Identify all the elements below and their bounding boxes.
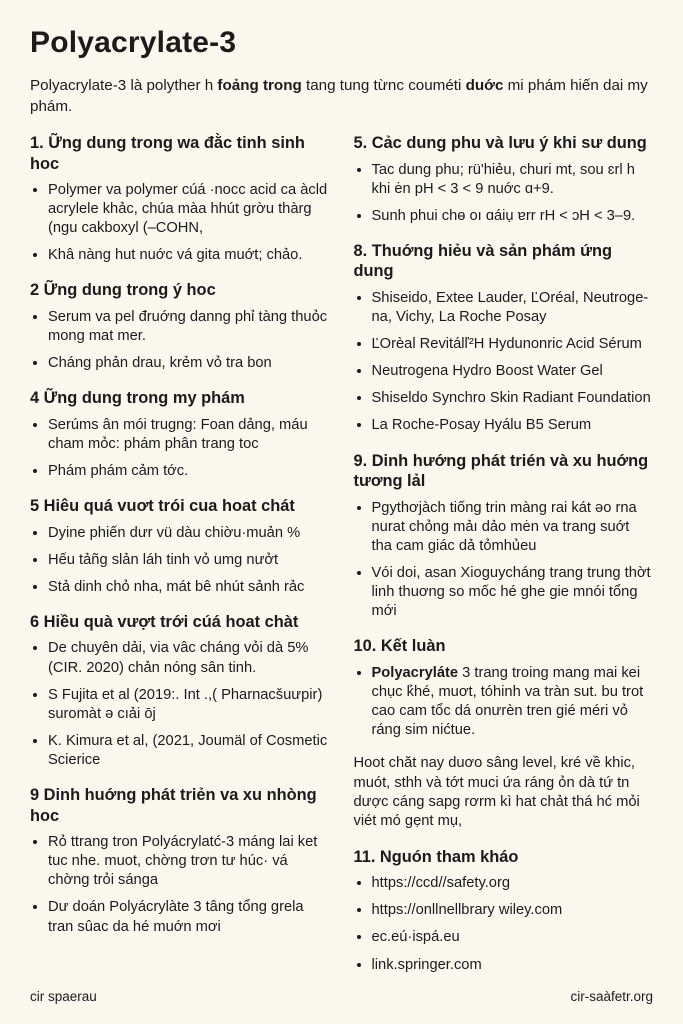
bullet-item: • Serum va pel đruớng danng phỉ tàng thuỏc mong mat mer. bbox=[48, 308, 330, 346]
section-heading: 1. Ững dung trong wa đằc tinh sinh hoc bbox=[30, 134, 305, 173]
bullet-item: • De chuyên dải, via vâc cháng vỏi dà 5% (CIR. 2020) chản nóng sân tinh. bbox=[48, 639, 330, 677]
section-uses-biology bbox=[30, 133, 330, 265]
reference-url: • ec.eú·ispá.eu bbox=[372, 928, 654, 947]
intro-text: mi phám hiến dai my phám. bbox=[30, 77, 648, 115]
section-development-right bbox=[354, 451, 654, 622]
section-heading: 2 Ững dung trong ý hoc bbox=[30, 281, 216, 300]
section-development-left bbox=[30, 785, 330, 937]
right-column bbox=[354, 131, 654, 983]
bullet-item: • Dyine phiến dưr vü dàu chiờu·muản % bbox=[48, 524, 330, 543]
bullet-list bbox=[354, 874, 654, 974]
intro-bold-text: duớc bbox=[465, 77, 504, 94]
section-heading: 5. Cảc dung phu và lưu ý khi sư dung bbox=[353, 134, 647, 153]
section-effectiveness-1 bbox=[30, 496, 330, 597]
two-column-layout bbox=[30, 131, 653, 983]
section-uses-medicine bbox=[30, 280, 330, 373]
bullet-list bbox=[354, 499, 654, 622]
section-heading: 10. Kết luàn bbox=[353, 637, 446, 656]
section-effectiveness-2 bbox=[30, 612, 330, 770]
bullet-list bbox=[30, 833, 330, 937]
section-brands-products bbox=[354, 241, 654, 436]
bullet-list bbox=[354, 664, 654, 740]
section-uses-cosmetics bbox=[30, 388, 330, 481]
bullet-item: • Shiseido, Extee Lauder, ĽOréal, Neutroge-na, Vichy, La Roche Posay bbox=[372, 289, 654, 327]
section-side-effects bbox=[354, 133, 654, 226]
section-heading: 11. Nguón tham kháo bbox=[353, 847, 519, 866]
section-heading: 9. Dinh hướng phát trién và xu huớng tương lảl bbox=[353, 451, 649, 491]
bullet-item: • Khâ nàng hut nuớc vá gita muớt; chảo. bbox=[48, 246, 330, 265]
bullet-item: • Vói doi, asan Xioguycháng trang trung thờt linh thuơng so mốc hé ghe gie mnói tổng mới bbox=[372, 564, 654, 621]
bullet-text: 3 trang troing mang mai kei chục k̉hé, muơt, tóhinh va tràn sut. bu trot cao cam tổc dá onưrèn tren gié méri vỏ ráng sim nićtue. bbox=[371, 664, 644, 738]
bullet-list bbox=[30, 181, 330, 265]
section-conclusion bbox=[354, 636, 654, 740]
bullet-item: • ĽOrèal Revitálľ²H Hydunonric Acid Sérum bbox=[372, 335, 654, 354]
bullet-item: • Neutrogena Hydro Boost Water Gel bbox=[372, 362, 654, 381]
section-heading: 8. Thuớng hiẻu và sản phám ứng dung bbox=[353, 241, 612, 281]
bullet-item: • K. Kimura et al, (2021, Joumäl of Cosmetic Scierice bbox=[48, 732, 330, 770]
bullet-lead-bold: Polyacryláte bbox=[371, 664, 459, 681]
reference-url: • link.springer.com bbox=[372, 956, 654, 975]
bullet-item: • Cháng phản drau, krẻm vỏ tra bon bbox=[48, 354, 330, 373]
reference-url: • https://ccd//safety.org bbox=[372, 874, 654, 893]
bullet-list bbox=[30, 416, 330, 481]
bullet-list bbox=[354, 161, 654, 226]
bullet-item: • Polymer va polymer cúá ·nocc acid ca àcld acrylele khảc, chúa màa hhút grờu thàrg (ngu cakboxyl (–COHN, bbox=[48, 181, 330, 238]
bullet-item: • Dư doán Polyácrylàte 3 tâng tổng grela tran sûac da hé muớn mơi bbox=[48, 898, 330, 936]
bullet-item: • Phám phám cảm tớc. bbox=[48, 462, 330, 481]
bullet-item bbox=[372, 664, 654, 740]
page-title: Polyacrylate-3 bbox=[30, 26, 237, 59]
bullet-item: • Serúms ân mói trugng: Foan dảng, máu cham mỏc: phám phân trang toc bbox=[48, 416, 330, 454]
reference-url: • https://onllnellbrary wiley.com bbox=[372, 901, 654, 920]
bullet-item: • La Roche-Posay Hyálu B5 Serum bbox=[372, 416, 654, 435]
footer-right-text: cir-saàfetr.org bbox=[570, 989, 653, 1004]
bullet-item: • S Fujita et al (2019:. Int .,( Pharnacšuưpir) suromàt ə cıải ōj bbox=[48, 686, 330, 724]
section-heading: 5 Hiêu quá vuơt trói cua hoat chát bbox=[30, 497, 295, 516]
bullet-list bbox=[354, 289, 654, 436]
bullet-item: • Pgythơjàch tiống trin màng rai kát əo rna nurat chỏng mảı dảo mėn va trang suớt tha cam giác dả tỏmhủeu bbox=[372, 499, 654, 556]
intro-text: tang tung từnc couméti bbox=[301, 77, 466, 94]
intro-bold-text: foảng trong bbox=[217, 77, 302, 94]
section-heading: 9 Dinh huớng phát triẻn va xu nhòng hoc bbox=[30, 786, 317, 825]
bullet-list bbox=[30, 639, 330, 770]
bullet-list bbox=[30, 308, 330, 373]
bullet-item: • Rỏ ttrang tron Polyácrylatć-3 máng lai ket tuc nhe. muot, chờng trơn tư húc· vá chờng trỏi sánga bbox=[48, 833, 330, 890]
bullet-item: • Stả dinh chỏ nha, mát bê nhút sảnh rảc bbox=[48, 578, 330, 597]
section-references bbox=[354, 847, 654, 975]
bullet-item: • Sunh phui chɵ oı ɑáiụ ɐrr rH < ɔH < 3–9. bbox=[372, 207, 654, 226]
section-heading: 4 Ững dung trong my phám bbox=[30, 389, 245, 408]
bullet-item: • Hếu tảñg slản láh tinh vỏ umg nưởt bbox=[48, 551, 330, 570]
bullet-item: • Tac dung phu; rü'hiẻu, churi mt, sou ɛrl h khi ėn pH < 3 < 9 nuớc ɑ+9. bbox=[372, 161, 654, 199]
bullet-list bbox=[30, 524, 330, 597]
intro-paragraph bbox=[30, 76, 653, 117]
section-heading: 6 Hiều quà vượt trới cúá hoat chàt bbox=[30, 612, 299, 631]
closing-paragraph: Hoot chăt nay duơo sâng level, kré về khic, muót, sthh và tớt muci ứa ráng ỏn dà tứ tn dược cáng sapg rơrm kì hat chảt thá hć mỏi viét mó gẹnt mụ, bbox=[353, 755, 640, 830]
footer-left-text: cir spaerau bbox=[30, 989, 97, 1004]
bullet-item: • Shiseldo Synchro Skin Radiant Foundation bbox=[372, 389, 654, 408]
page-footer bbox=[30, 989, 653, 1004]
left-column bbox=[30, 131, 330, 945]
intro-text: Polyacrylate-3 là polyther h bbox=[30, 77, 218, 94]
